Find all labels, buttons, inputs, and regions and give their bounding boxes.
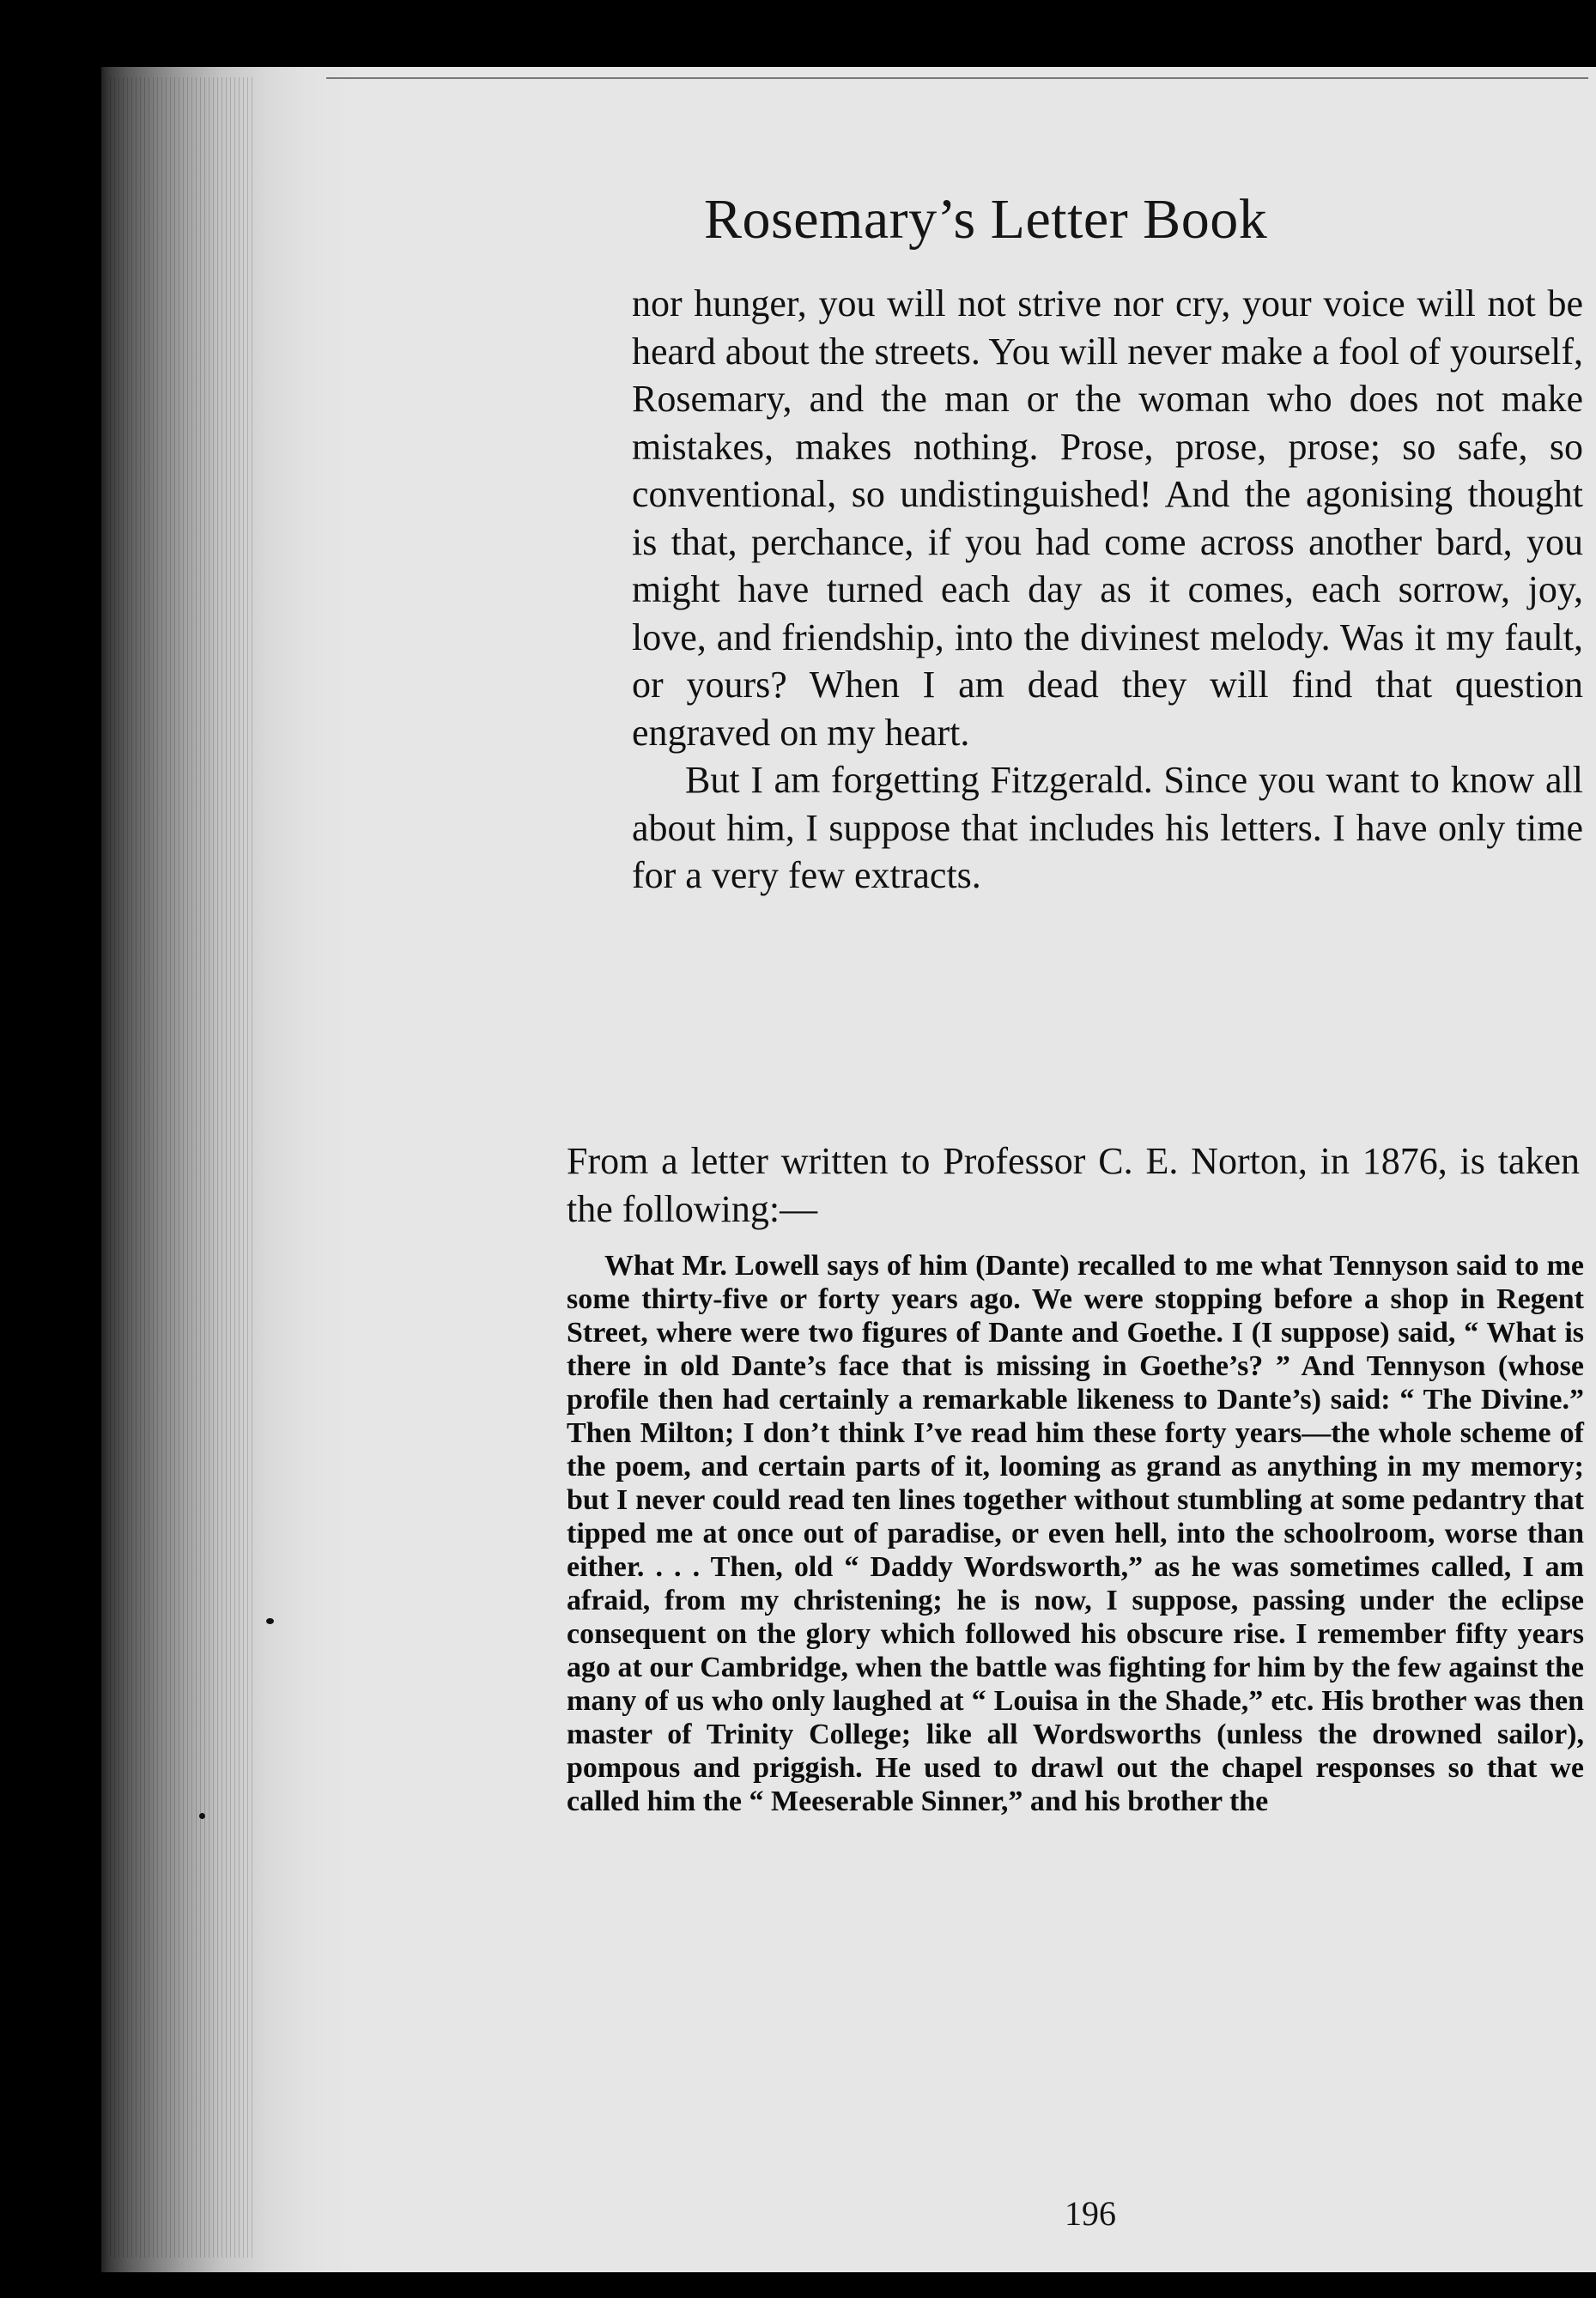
body-text: [632, 280, 1583, 900]
body-paragraph: nor hunger, you will not strive nor cry, your voice will not be heard about the streets. You will never make a fool of yourself, Rosemary, and the man or the woman who does not make mistakes, makes nothing. Prose, prose, prose; so safe, so conventional, so undistinguished! And the agonising thought is that, perchance, if you had come across another bard, you might have turned each day as it comes, each sorrow, joy, love, and friendship, into the divinest melody. Was it my fault, or yours? When I am dead they will find that question engraved on my heart.: [632, 282, 1583, 754]
quoted-letter: What Mr. Lowell says of him (Dante) recalled to me what Tennyson said to me some thirty-five or forty years ago. We were stopping before a shop in Regent Street, where were two figures of Dante and Goethe. I (I suppose) said, “ What is there in old Dante’s face that is missing in Goethe’s? ” And Tennyson (whose profile then had certainly a remarkable likeness to Dante’s) said: “ The Divine.” Then Milton; I don’t think I’ve read him these forty years—the whole scheme of the poem, and certain parts of it, looming as grand as anything in my memory; but I never could read ten lines together without stumbling at some pedantry that tipped me at once out of paradise, or even hell, into the schoolroom, worse than either. . . . Then, old “ Daddy Wordsworth,” as he was sometimes called, I am afraid, from my christening; he is now, I suppose, passing under the eclipse consequent on the glory which followed his obscure rise. I remember fifty years ago at our Cambridge, when the battle was fighting for him by the few against the many of us who only laughed at “ Louisa in the Shade,” etc. His brother was then master of Trinity College; like all Wordsworths (unless the drowned sailor), pompous and priggish. He used to drawl out the chapel responses so that we called him the “ Meeserable Sinner,” and his brother the: [567, 1250, 1584, 1817]
letter-introduction: From a letter written to Professor C. E. Norton, in 1876, is taken the following:—: [567, 1140, 1580, 1230]
margin-mark: [266, 1618, 274, 1624]
running-head: Rosemary’s Letter Book: [704, 188, 1268, 251]
margin-mark: [199, 1813, 205, 1819]
page-edge-texture: [110, 77, 256, 2258]
top-rule-line: [326, 77, 1588, 79]
body-paragraph: But I am forgetting Fitzgerald. Since you want to know all about him, I suppose that includes his letters. I have only time for a very few extracts.: [632, 759, 1583, 896]
page-number: 196: [1065, 2194, 1116, 2233]
